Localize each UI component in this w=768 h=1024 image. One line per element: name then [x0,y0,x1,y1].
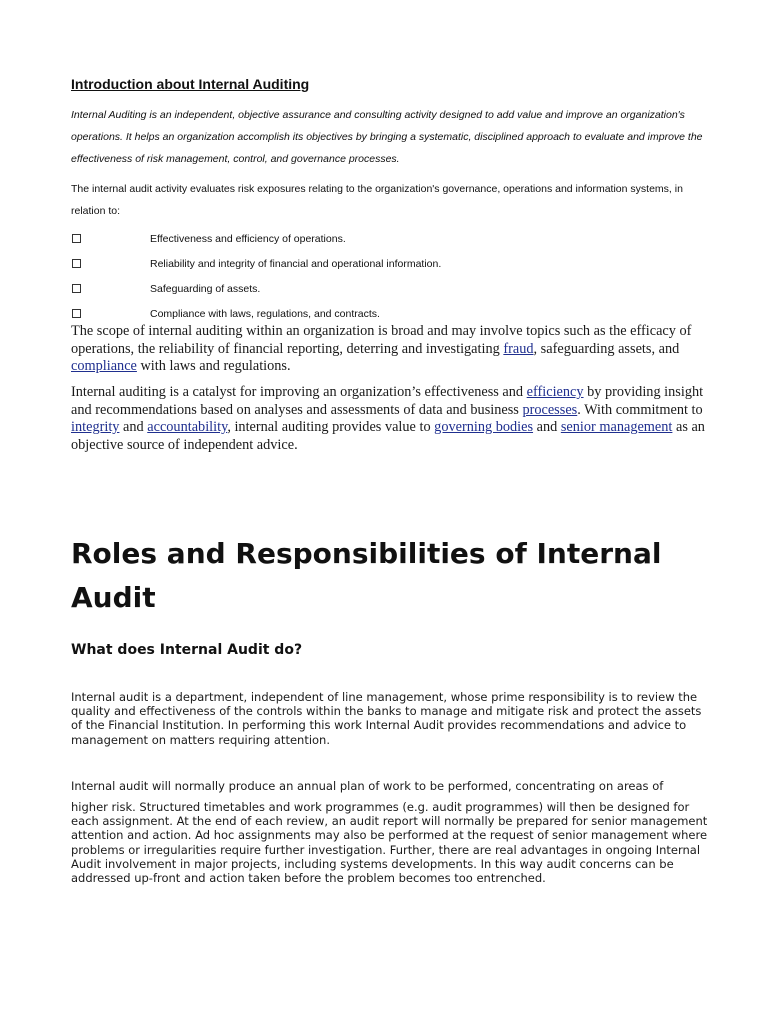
list-item-text: Compliance with laws, regulations, and contracts. [150,307,380,320]
compliance-link[interactable]: compliance [71,358,137,374]
integrity-link[interactable]: integrity [71,419,120,435]
checkbox-bullet-icon [72,309,81,318]
roles-heading: Roles and Responsibilities of Internal Audit [71,537,662,614]
catalyst-text-4: and [119,419,148,435]
catalyst-text-2: by providing insight and recommendations based on analyses and assessments of data and business [71,384,704,418]
scope-text-1: The scope of internal auditing within an organization is broad and may involve topics such as the efficacy of operations, the reliability of financial reporting, deterring and investigating [71,323,692,357]
checkbox-bullet-icon [72,259,81,268]
catalyst-text-7: as an objective source of independent advice. [71,419,705,453]
checkbox-bullet-icon [72,234,81,243]
scope-text-3: with laws and regulations. [136,358,291,374]
definition-paragraph: Internal Auditing is an independent, objective assurance and consulting activity designed to add value and improve an organization's operations. It helps an organization accomplish its objectives by bringing a systematic, disciplined approach to evaluate and improve the effectiveness of risk management, control, and governance processes. [71,109,703,165]
list-item-text: Reliability and integrity of financial and operational information. [150,257,442,270]
list-item [71,276,711,301]
accountability-link[interactable]: accountability [147,419,228,435]
list-item [71,226,711,251]
processes-link[interactable]: processes [522,401,578,418]
catalyst-text-1: Internal auditing is a catalyst for improving an organization’s effectiveness and [71,384,527,400]
catalyst-text-6: and [533,419,561,435]
governing-bodies-link[interactable]: governing bodies [434,419,534,435]
roles-paragraph-1: Internal audit is a department, independent of line management, whose prime responsibility is to review the quality and effectiveness of the controls within the banks to manage and mitigate risk and protect the assets of the Financial Institution. In performing this work Internal Audit provides recommendations and advice to management on matters requiring attention. [71,690,702,747]
roles-paragraph-2-first-line: Internal audit will normally produce an annual plan of work to be performed, concentrating on areas of [71,779,664,793]
efficiency-link[interactable]: efficiency [526,384,584,400]
intro-heading: Introduction about Internal Auditing [71,76,310,92]
list-item [71,251,711,276]
senior-management-link[interactable]: senior management [560,419,673,435]
list-item-text: Effectiveness and efficiency of operations. [150,232,346,245]
scope-text-2: , safeguarding assets, and [533,340,680,357]
checkbox-bullet-icon [72,284,81,293]
scope-paragraph [71,323,711,376]
roles-subheading: What does Internal Audit do? [71,642,303,658]
roles-paragraph-2: higher risk. Structured timetables and work programmes (e.g. audit programmes) will then be designed for each assignment. At the end of each review, an audit report will normally be prepared for senior management attention and action. Ad hoc assignments may also be performed at the request of senior management where problems or irregularities require further investigation. Further, there are real advantages in ongoing Internal Audit involvement in major projects, including systems developments. In this way audit concerns can be addressed up-front and action taken before the problem becomes too entrenched. [71,800,708,886]
activity-paragraph: The internal audit activity evaluates risk exposures relating to the organization's governance, operations and information systems, in relation to: [71,183,683,217]
fraud-link[interactable]: fraud [503,340,534,357]
catalyst-paragraph [71,384,711,454]
list-item-text: Safeguarding of assets. [150,282,261,295]
scope-bullet-list [71,226,711,326]
catalyst-text-5: , internal auditing provides value to [227,419,435,435]
catalyst-text-3: . With commitment to [577,401,703,418]
